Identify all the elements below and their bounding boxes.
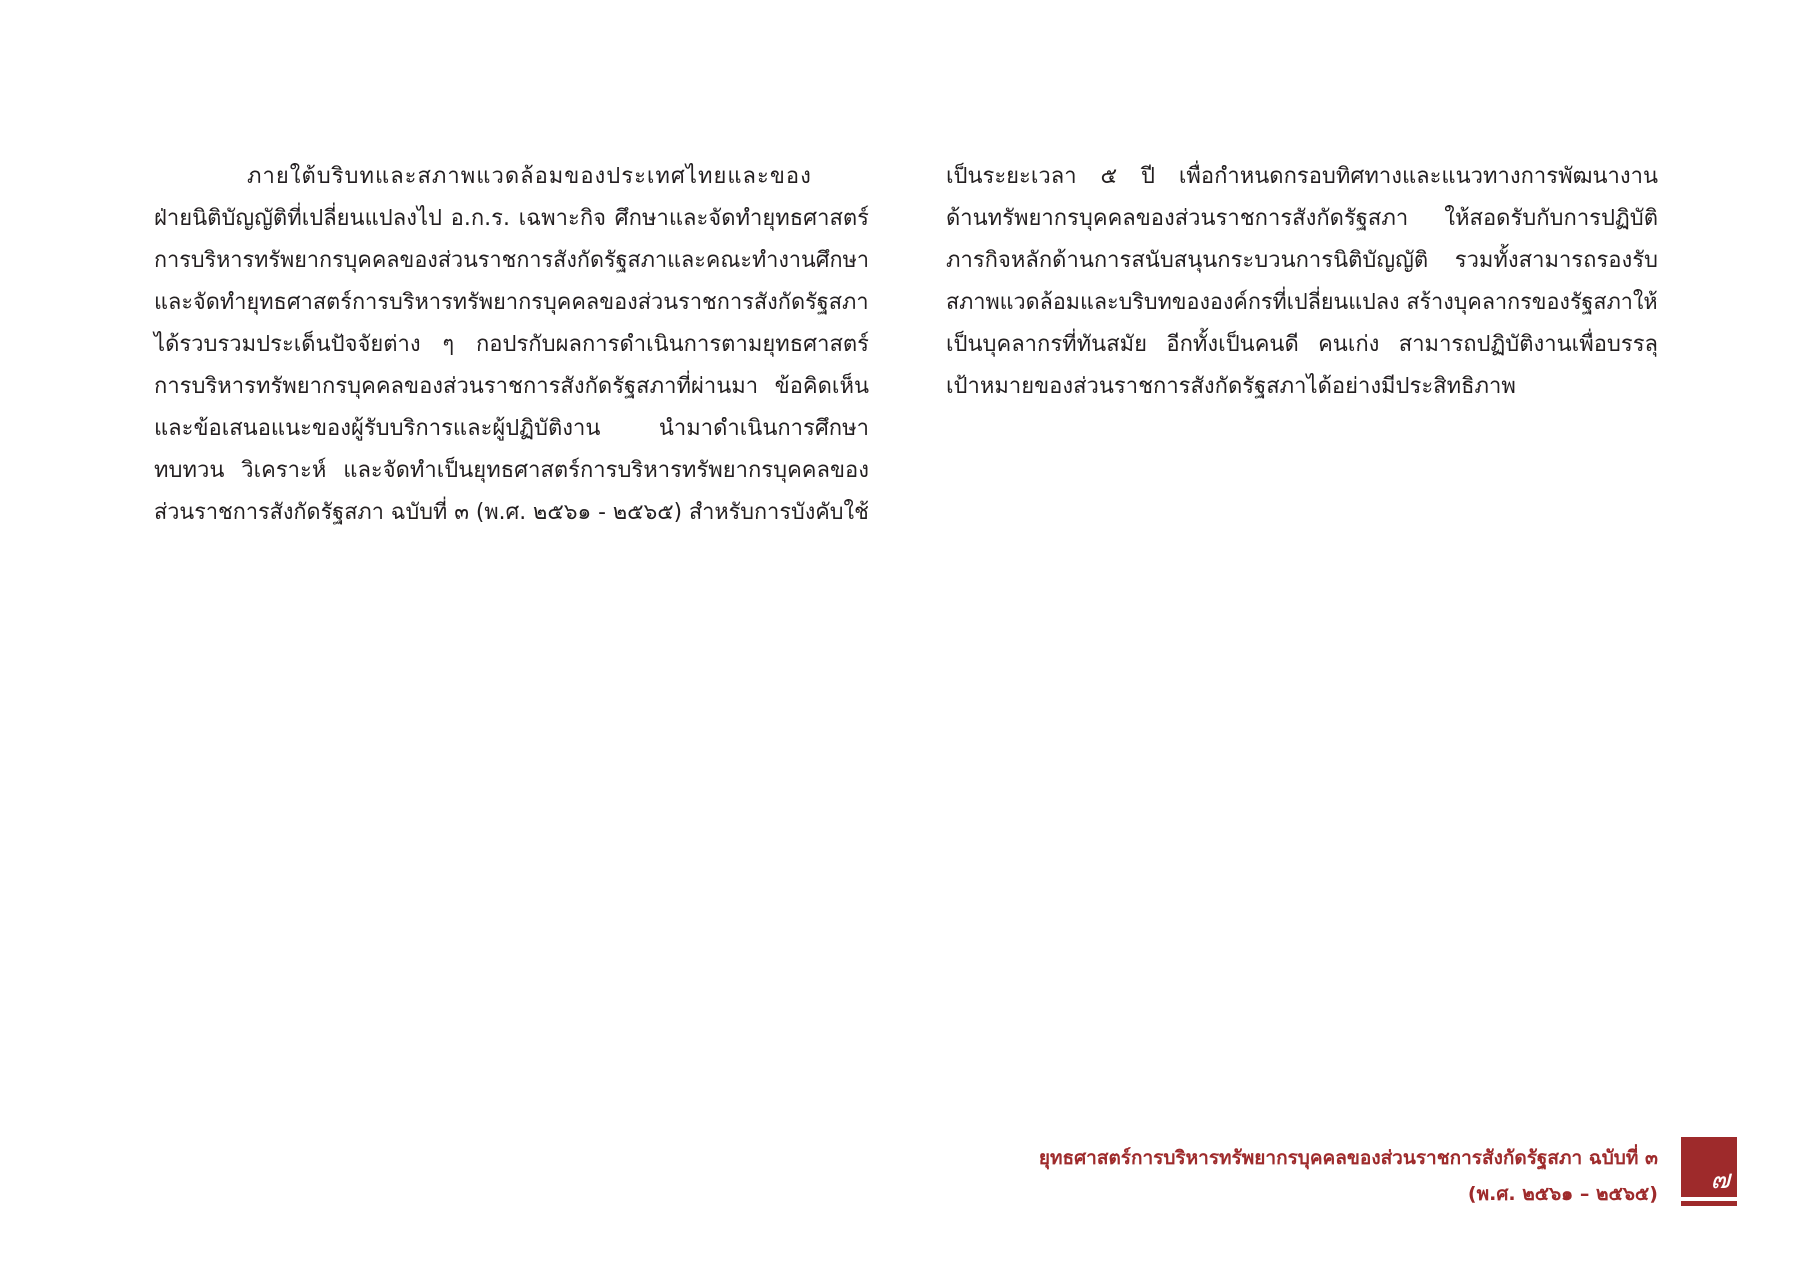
body-text-line: ส่วนราชการสังกัดรัฐสภา ฉบับที่ ๓ (พ.ศ. ๒๕๖๑ - ๒๕๖๕) สำหรับการบังคับใช้ — [154, 500, 869, 525]
footer-title-years: (พ.ศ. ๒๕๖๑ – ๒๕๖๕) — [1467, 1183, 1658, 1205]
footer-title-line: ยุทธศาสตร์การบริหารทรัพยากรบุคคลของส่วนราชการสังกัดรัฐสภา ฉบับที่ ๓ — [1038, 1147, 1658, 1169]
body-text-line: และข้อเสนอแนะของผู้รับบริการและผู้ปฏิบัติงาน นำมาดำเนินการศึกษา — [154, 416, 869, 441]
page-number: ๗ — [1710, 1165, 1730, 1195]
body-text-line: ทบทวน วิเคราะห์ และจัดทำเป็นยุทธศาสตร์การบริหารทรัพยากรบุคคลของ — [154, 458, 869, 483]
page-number-underline-bar — [1681, 1201, 1737, 1206]
footer-document-title — [758, 1140, 1658, 1212]
page-number-box — [1681, 1137, 1737, 1197]
body-text-line: การบริหารทรัพยากรบุคคลของส่วนราชการสังกัดรัฐสภาที่ผ่านมา ข้อคิดเห็น — [154, 374, 869, 399]
body-text-line: ฝ่ายนิติบัญญัติที่เปลี่ยนแปลงไป อ.ก.ร. เฉพาะกิจ ศึกษาและจัดทำยุทธศาสตร์ — [154, 206, 869, 231]
body-text-line: เป้าหมายของส่วนราชการสังกัดรัฐสภาได้อย่างมีประสิทธิภาพ — [946, 374, 1516, 399]
body-text-line: ได้รวบรวมประเด็นปัจจัยต่าง ๆ กอปรกับผลการดำเนินการตามยุทธศาสตร์ — [154, 332, 869, 357]
body-text-line: การบริหารทรัพยากรบุคคลของส่วนราชการสังกัดรัฐสภาและคณะทำงานศึกษา — [154, 248, 869, 273]
body-text-line: ด้านทรัพยากรบุคคลของส่วนราชการสังกัดรัฐสภา ให้สอดรับกับการปฏิบัติ — [946, 206, 1658, 231]
body-column-left — [154, 156, 869, 534]
body-text-line: เป็นระยะเวลา ๕ ปี เพื่อกำหนดกรอบทิศทางและแนวทางการพัฒนางาน — [946, 164, 1658, 189]
body-text-line: เป็นบุคลากรที่ทันสมัย อีกทั้งเป็นคนดี คนเก่ง สามารถปฏิบัติงานเพื่อบรรลุ — [946, 332, 1658, 357]
body-text-line: สภาพแวดล้อมและบริบทขององค์กรที่เปลี่ยนแปลง สร้างบุคลากรของรัฐสภาให้ — [946, 290, 1658, 315]
body-column-right — [946, 156, 1658, 408]
body-text-line: ภายใต้บริบทและสภาพแวดล้อมของประเทศไทยและของ — [247, 164, 812, 189]
body-text-line: และจัดทำยุทธศาสตร์การบริหารทรัพยากรบุคคลของส่วนราชการสังกัดรัฐสภา — [154, 290, 869, 315]
body-text-line: ภารกิจหลักด้านการสนับสนุนกระบวนการนิติบัญญัติ รวมทั้งสามารถรองรับ — [946, 248, 1658, 273]
